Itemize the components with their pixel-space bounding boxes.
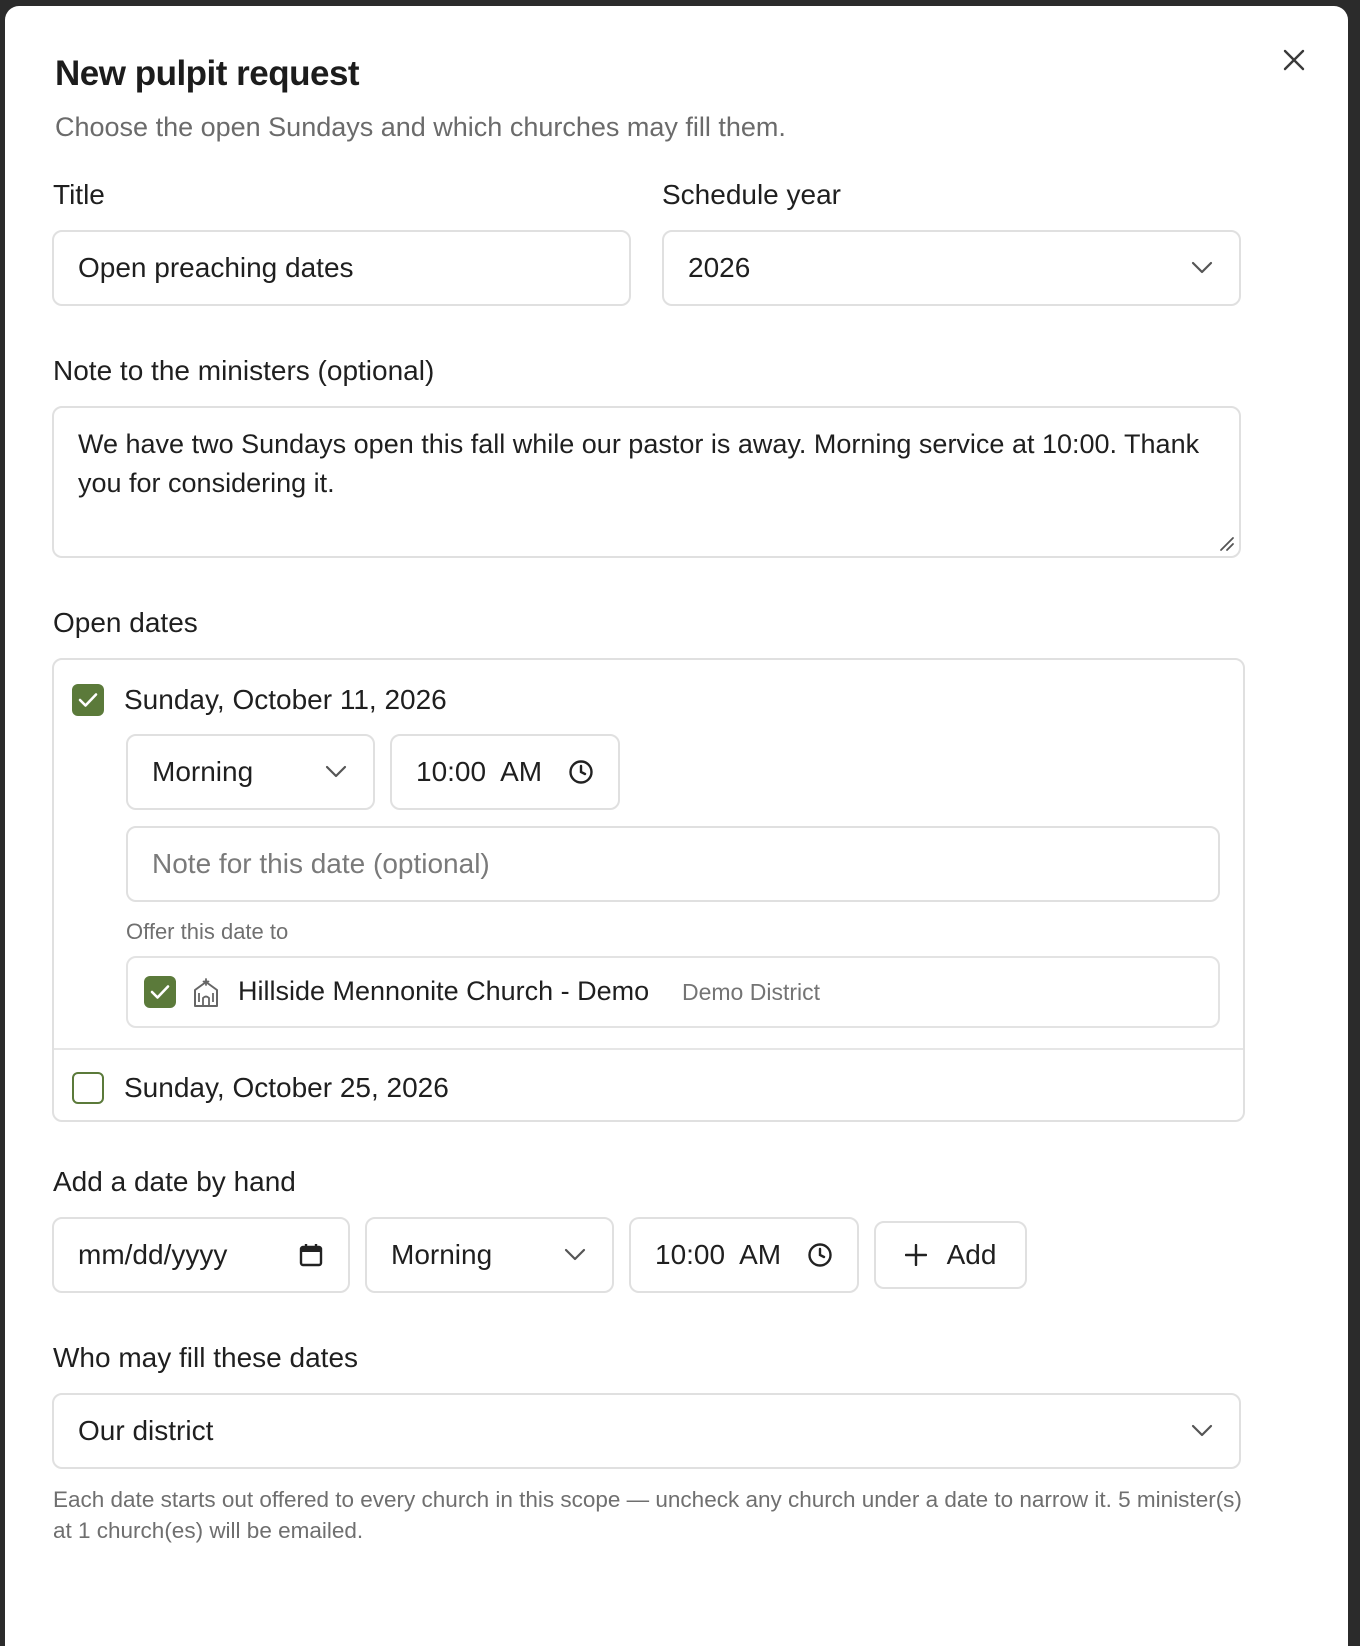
checkmark-icon bbox=[150, 984, 170, 1000]
date-divider bbox=[54, 1048, 1243, 1050]
date-checkbox-oct-11[interactable] bbox=[72, 684, 104, 716]
chevron-down-icon bbox=[1189, 255, 1215, 281]
church-icon bbox=[192, 978, 220, 1008]
note-textarea-value: We have two Sundays open this fall while our pastor is away. Morning service at 10:00. Thank you for considering it. bbox=[78, 429, 1200, 498]
time-input-value: 10:00 AM bbox=[416, 756, 543, 787]
manual-service-value: Morning bbox=[391, 1239, 493, 1270]
scope-select-value: Our district bbox=[78, 1415, 214, 1446]
title-input[interactable] bbox=[52, 230, 631, 306]
note-textarea[interactable] bbox=[52, 406, 1241, 558]
chevron-down-icon bbox=[562, 1242, 588, 1268]
church-offer-row[interactable] bbox=[126, 956, 1220, 1028]
close-button[interactable] bbox=[1276, 42, 1312, 78]
manual-time-input[interactable] bbox=[629, 1217, 859, 1293]
scope-select[interactable] bbox=[52, 1393, 1241, 1469]
chevron-down-icon bbox=[323, 759, 349, 785]
scope-help-text: Each date starts out offered to every church in this scope — uncheck any church under a date to narrow it. 5 minister(s) at 1 church(es) will be emailed. bbox=[53, 1487, 1242, 1543]
pulpit-request-dialog bbox=[5, 6, 1348, 1646]
date-note-placeholder: Note for this date (optional) bbox=[152, 848, 490, 879]
service-select-value: Morning bbox=[152, 756, 254, 787]
resize-grip-icon[interactable] bbox=[1217, 534, 1235, 552]
schedule-year-label: Schedule year bbox=[662, 179, 842, 210]
church-checkbox[interactable] bbox=[144, 976, 176, 1008]
note-label: Note to the ministers (optional) bbox=[53, 355, 435, 386]
title-input-value: Open preaching dates bbox=[78, 252, 354, 283]
manual-date-placeholder: mm/dd/yyyy bbox=[78, 1239, 228, 1270]
offer-date-label: Offer this date to bbox=[126, 919, 289, 944]
schedule-year-select[interactable] bbox=[662, 230, 1241, 306]
date-note-input-oct-11[interactable] bbox=[126, 826, 1220, 902]
clock-icon[interactable] bbox=[807, 1242, 833, 1268]
date-label-oct-25: Sunday, October 25, 2026 bbox=[124, 1072, 449, 1103]
schedule-year-value: 2026 bbox=[688, 252, 751, 283]
calendar-icon[interactable] bbox=[298, 1242, 324, 1268]
close-icon bbox=[1283, 49, 1305, 71]
who-may-fill-label: Who may fill these dates bbox=[53, 1342, 359, 1373]
plus-icon bbox=[905, 1244, 927, 1266]
church-name: Hillside Mennonite Church - Demo bbox=[238, 976, 650, 1006]
service-select-oct-11[interactable] bbox=[126, 734, 375, 810]
title-label: Title bbox=[53, 179, 105, 210]
clock-icon[interactable] bbox=[568, 759, 594, 785]
dialog-subtitle: Choose the open Sundays and which churches may fill them. bbox=[55, 112, 786, 142]
open-dates-label: Open dates bbox=[53, 607, 198, 638]
date-label-oct-11: Sunday, October 11, 2026 bbox=[124, 684, 447, 715]
checkmark-icon bbox=[78, 692, 98, 708]
church-district: Demo District bbox=[682, 979, 821, 1005]
add-by-hand-label: Add a date by hand bbox=[53, 1166, 296, 1197]
manual-date-input[interactable] bbox=[52, 1217, 350, 1293]
date-checkbox-oct-25[interactable] bbox=[72, 1072, 104, 1104]
manual-time-value: 10:00 AM bbox=[655, 1239, 782, 1270]
add-button-label: Add bbox=[946, 1239, 997, 1270]
add-date-button[interactable] bbox=[874, 1221, 1027, 1289]
open-dates-list bbox=[52, 658, 1245, 1122]
dialog-title: New pulpit request bbox=[55, 54, 360, 93]
time-input-oct-11[interactable] bbox=[390, 734, 620, 810]
manual-service-select[interactable] bbox=[365, 1217, 614, 1293]
chevron-down-icon bbox=[1189, 1418, 1215, 1444]
